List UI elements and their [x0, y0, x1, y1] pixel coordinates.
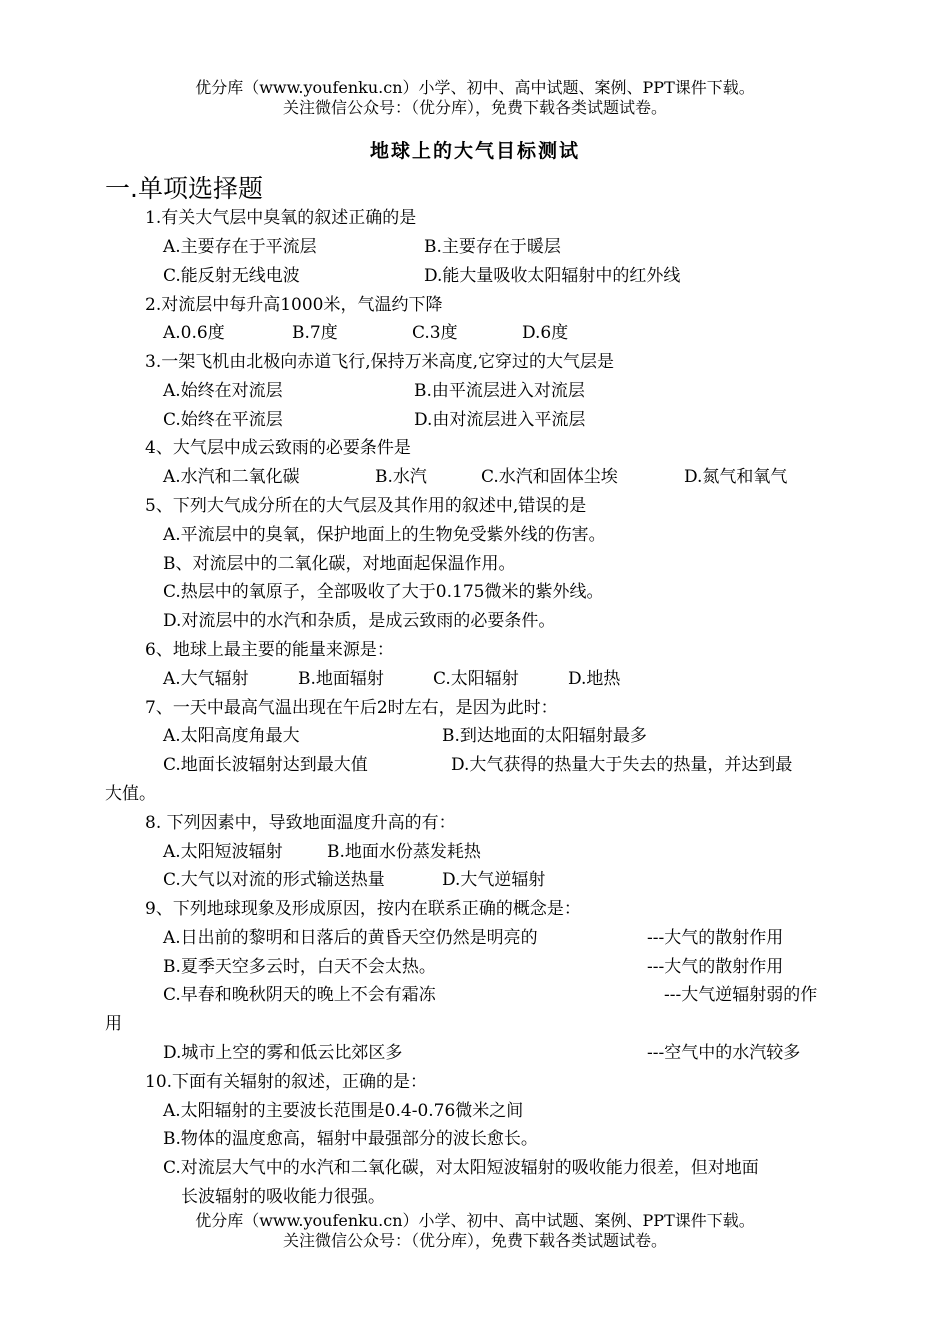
header-line-2: 关注微信公众号：（优分库），免费下载各类试题试卷。	[282, 98, 667, 117]
question-3-option-a: A.始终在对流层	[163, 381, 283, 401]
question-4-option-a: A.水汽和二氧化碳	[163, 467, 300, 487]
question-5-option-d: D.对流层中的水汽和杂质，是成云致雨的必要条件。	[163, 611, 556, 631]
question-5-option-c: C.热层中的氧原子，全部吸收了大于0.175微米的紫外线。	[163, 582, 604, 602]
question-7-option-c: C.地面长波辐射达到最大值	[163, 755, 368, 775]
question-4-option-d: D.氮气和氧气	[684, 467, 788, 487]
question-2-option-d: D.6度	[522, 323, 569, 343]
question-9-option-c-cause-wrap: 用	[105, 1014, 122, 1034]
question-2-option-a: A.0.6度	[163, 323, 225, 343]
question-8-stem: 8. 下列因素中，导致地面温度升高的有：	[145, 813, 456, 833]
question-6-option-d: D.地热	[568, 669, 621, 689]
question-9-option-b: B.夏季天空多云时，白天不会太热。	[163, 957, 436, 977]
question-4-stem: 4、大气层中成云致雨的必要条件是	[145, 438, 411, 458]
question-9-option-c-cause: ---大气逆辐射弱的作	[664, 985, 818, 1005]
question-6-option-c: C.太阳辐射	[433, 669, 519, 689]
question-7-stem: 7、一天中最高气温出现在午后2时左右，是因为此时：	[145, 698, 558, 718]
question-5-option-a: A.平流层中的臭氧，保护地面上的生物免受紫外线的伤害。	[163, 525, 606, 545]
header-line-1: 优分库（www.youfenku.cn）小学、初中、高中试题、案例、PPT课件下载。	[195, 78, 755, 97]
question-10-option-a: A.太阳辐射的主要波长范围是0.4-0.76微米之间	[163, 1101, 524, 1121]
question-8-option-d: D.大气逆辐射	[442, 870, 546, 890]
page-title: 地球上的大气目标测试	[369, 140, 580, 162]
question-9-option-d: D.城市上空的雾和低云比郊区多	[163, 1043, 403, 1063]
question-6-stem: 6、地球上最主要的能量来源是：	[145, 640, 394, 660]
question-7-option-a: A.太阳高度角最大	[163, 726, 300, 746]
question-7-option-b: B.到达地面的太阳辐射最多	[442, 726, 647, 746]
question-7-option-d-wrap: 大值。	[105, 784, 156, 804]
question-10-option-c-wrap: 长波辐射的吸收能力很强。	[181, 1187, 385, 1207]
question-9-option-c: C.早春和晚秋阴天的晚上不会有霜冻	[163, 985, 436, 1005]
question-6-option-b: B.地面辐射	[298, 669, 384, 689]
question-10-option-c: C.对流层大气中的水汽和二氧化碳，对太阳短波辐射的吸收能力很差，但对地面	[163, 1158, 759, 1178]
footer-line-2: 关注微信公众号：（优分库），免费下载各类试题试卷。	[282, 1231, 667, 1250]
question-3-option-b: B.由平流层进入对流层	[414, 381, 585, 401]
question-1-option-a: A.主要存在于平流层	[163, 237, 317, 257]
question-2-option-c: C.3度	[412, 323, 458, 343]
question-8-option-c: C.大气以对流的形式输送热量	[163, 870, 385, 890]
question-9-option-b-cause: ---大气的散射作用	[647, 957, 784, 977]
question-10-option-b: B.物体的温度愈高，辐射中最强部分的波长愈长。	[163, 1129, 538, 1149]
question-5-option-b: B、对流层中的二氧化碳，对地面起保温作用。	[163, 554, 516, 574]
question-3-stem: 3.一架飞机由北极向赤道飞行,保持万米高度,它穿过的大气层是	[145, 352, 615, 372]
question-10-stem: 10.下面有关辐射的叙述，正确的是：	[145, 1072, 428, 1092]
question-5-stem: 5、下列大气成分所在的大气层及其作用的叙述中,错误的是	[145, 496, 587, 516]
question-3-option-c: C.始终在平流层	[163, 410, 283, 430]
footer-line-1: 优分库（www.youfenku.cn）小学、初中、高中试题、案例、PPT课件下载。	[195, 1211, 755, 1230]
question-1-stem: 1.有关大气层中臭氧的叙述正确的是	[145, 208, 417, 228]
question-3-option-d: D.由对流层进入平流层	[414, 410, 586, 430]
question-1-option-d: D.能大量吸收太阳辐射中的红外线	[424, 266, 681, 286]
question-2-option-b: B.7度	[292, 323, 338, 343]
question-4-option-c: C.水汽和固体尘埃	[481, 467, 618, 487]
question-9-option-a: A.日出前的黎明和日落后的黄昏天空仍然是明亮的	[163, 928, 538, 948]
question-6-option-a: A.大气辐射	[163, 669, 249, 689]
section-title: 一.单项选择题	[105, 174, 263, 203]
question-7-option-d: D.大气获得的热量大于失去的热量，并达到最	[451, 755, 793, 775]
question-9-stem: 9、下列地球现象及形成原因，按内在联系正确的概念是：	[145, 899, 581, 919]
question-9-option-d-cause: ---空气中的水汽较多	[647, 1043, 801, 1063]
question-4-option-b: B.水汽	[375, 467, 427, 487]
question-1-option-b: B.主要存在于暖层	[424, 237, 561, 257]
question-8-option-b: B.地面水份蒸发耗热	[327, 842, 481, 862]
question-2-stem: 2.对流层中每升高1000米，气温约下降	[145, 295, 443, 315]
question-8-option-a: A.太阳短波辐射	[163, 842, 283, 862]
question-1-option-c: C.能反射无线电波	[163, 266, 300, 286]
question-9-option-a-cause: ---大气的散射作用	[647, 928, 784, 948]
